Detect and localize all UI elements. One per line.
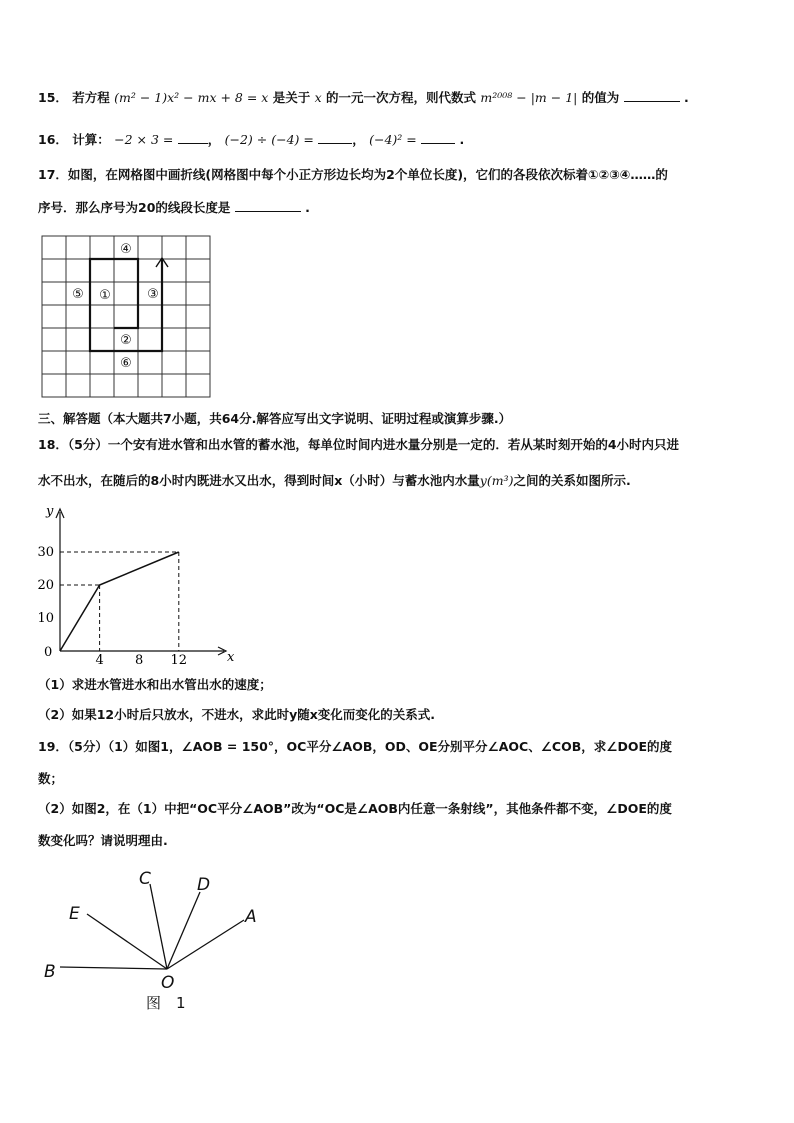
question-19-line-2: 数； — [38, 771, 64, 786]
q16-comma-1: ， — [207, 132, 221, 147]
y-tick-30: 30 — [37, 545, 54, 560]
ray-OC — [150, 884, 167, 969]
point-label-A: A — [245, 907, 257, 927]
y-tick-10: 10 — [37, 611, 54, 626]
ray-OA — [167, 920, 244, 969]
question-18-sub-1: （1）求进水管进水和出水管出水的速度； — [38, 677, 272, 692]
q16-end: . — [459, 132, 465, 147]
question-19-line-1: 19．（5分）（1）如图1，∠AOB = 150°，OC平分∠AOB，OD、OE分别平分∠AOC、∠COB，求∠DOE的度 — [38, 739, 673, 754]
question-19-line-4: 数变化吗？请说明理由. — [38, 833, 168, 848]
water-volume-chart — [34, 504, 234, 664]
q15-number: 15． — [38, 90, 68, 105]
x-axis-label: x — [227, 650, 234, 664]
point-label-B: B — [44, 962, 56, 982]
figure-caption: 图 1 — [146, 994, 186, 1012]
q15-expression: m²⁰⁰⁸ − |m − 1| — [480, 90, 578, 105]
question-17-line-2 — [38, 198, 310, 217]
ray-OE — [87, 914, 167, 969]
q18-unit: y(m³) — [479, 473, 514, 488]
grid-figure — [41, 235, 213, 399]
question-18-sub-2: （2）如果12小时后只放水，不进水，求此时y随x变化而变化的关系式. — [38, 707, 436, 722]
question-17-line-1 — [38, 166, 668, 184]
q15-variable: x — [314, 90, 322, 105]
y-tick-20: 20 — [37, 578, 54, 593]
question-16 — [38, 130, 464, 149]
segment-label-6: ⑥ — [120, 356, 132, 371]
q16-expr-2: (−2) ÷ (−4) = — [224, 132, 314, 147]
x-tick-4: 4 — [95, 653, 104, 664]
segment-label-3: ③ — [147, 287, 159, 302]
q17-text-2: 序号．那么序号为20的线段长度是 — [38, 200, 231, 215]
q17-number: 17． — [38, 167, 68, 182]
x-tick-8: 8 — [135, 653, 144, 664]
q17-end: . — [305, 200, 310, 215]
ray-OD — [167, 892, 200, 969]
segment-label-2: ② — [120, 333, 132, 348]
angle-figure-1 — [40, 864, 280, 1014]
q16-expr-3: (−4)² = — [369, 132, 417, 147]
q16-blank-1[interactable] — [178, 130, 208, 144]
q15-text-4: 的值为 — [581, 90, 620, 105]
q15-answer-blank[interactable] — [624, 88, 680, 102]
q18-text-2b: 之间的关系如图所示. — [513, 473, 631, 488]
question-18-line-2 — [38, 472, 631, 490]
question-19-line-3: （2）如图2，在（1）中把“OC平分∠AOB”改为“OC是∠AOB内任意一条射线”，其他条件都不变，∠DOE的度 — [38, 801, 672, 816]
point-label-D: D — [197, 875, 211, 895]
y-axis-label: y — [46, 504, 54, 519]
origin-label: 0 — [44, 645, 53, 660]
q18-text-2a: 水不出水，在随后的8小时内既进水又出水，得到时间x（小时）与蓄水池内水量 — [38, 473, 480, 488]
series-line — [60, 552, 179, 651]
q17-answer-blank[interactable] — [235, 198, 301, 212]
point-label-E: E — [69, 904, 80, 924]
q16-comma-2: ， — [352, 132, 365, 147]
section-3-heading: 三、解答题（本大题共7小题，共64分.解答应写出文字说明、证明过程或演算步骤.） — [38, 411, 512, 426]
q15-end: . — [683, 90, 689, 105]
q16-blank-2[interactable] — [318, 130, 352, 144]
point-label-O: O — [161, 973, 175, 993]
point-label-C: C — [139, 869, 151, 889]
q15-equation: (m² − 1)x² − mx + 8 = x — [114, 90, 269, 105]
question-18-line-1: 18．（5分）一个安有进水管和出水管的蓄水池，每单位时间内进水量分别是一定的．若从某时刻开始的4小时内只进 — [38, 437, 680, 452]
q17-text-1: 如图，在网格图中画折线(网格图中每个小正方形边长均为2个单位长度)，它们的各段依次标着①②③④……的 — [67, 167, 668, 182]
q15-text-1: 若方程 — [72, 90, 110, 105]
segment-label-5: ⑤ — [72, 287, 84, 302]
q16-blank-3[interactable] — [421, 130, 455, 144]
question-15 — [38, 88, 689, 107]
segment-label-1: ① — [99, 288, 111, 303]
segment-label-4: ④ — [120, 242, 132, 257]
q15-text-2: 是关于 — [272, 90, 311, 105]
x-tick-12: 12 — [170, 653, 188, 664]
grid-lines — [42, 236, 210, 397]
q16-number: 16． — [38, 132, 68, 147]
q15-text-3: 的一元一次方程，则代数式 — [326, 90, 477, 105]
q16-expr-1: −2 × 3 = — [114, 132, 174, 147]
q16-text: 计算： — [72, 132, 110, 147]
ray-OB — [60, 967, 167, 969]
